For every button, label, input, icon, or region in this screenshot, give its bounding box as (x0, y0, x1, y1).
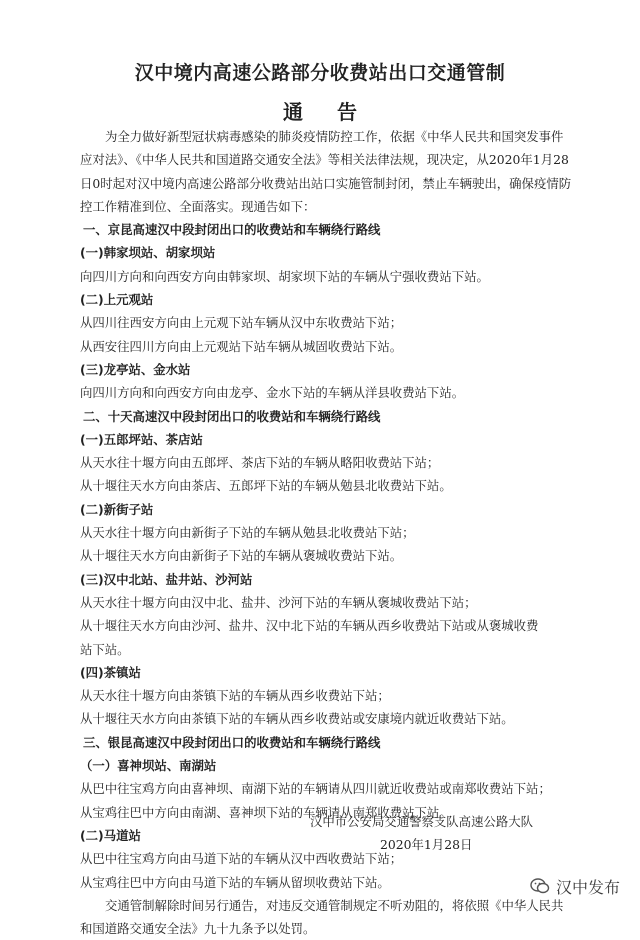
section-heading: 二、十天高速汉中段封闭出口的收费站和车辆绕行路线 (83, 408, 381, 424)
route-line: 向四川方向和向西安方向由韩家坝、胡家坝下站的车辆从宁强收费站下站。 (80, 268, 489, 284)
signature: 汉中市公安局交通警察支队高速公路大队 (310, 814, 534, 829)
group-heading: (二)上元观站 (80, 292, 154, 308)
intro-paragraph: 为全力做好新型冠状病毒感染的肺炎疫情防控工作，依据《中华人民共和国突发事件应对法》、《中华人民共和国道路交通安全法》等相关法律法规，现决定，从2020年1月28日0时起对汉中境内高速公路部分收费站出站口实施管制封闭，禁止车辆驶出，确保疫情防控工作精准到位、全面落实。现通告如下： (80, 129, 572, 214)
section-heading: 一、京昆高速汉中段封闭出口的收费站和车辆绕行路线 (83, 222, 381, 238)
closing-paragraph: 交通管制解除时间另行通告，对违反交通管制规定不听劝阻的，将依照《中华人民共和国道路交通安全法》九十九条予以处罚。 (80, 897, 564, 937)
route-line: 站下站。 (80, 641, 130, 657)
route-line: 从天水往十堰方向由新街子下站的车辆从勉县北收费站下站； (80, 525, 415, 541)
route-line: 从十堰往天水方向由茶店、五郎坪下站的车辆从勉县北收费站下站。 (80, 478, 452, 494)
signature-date: 2020年1月28日 (380, 837, 473, 852)
group-heading: (三)龙亭站、金水站 (80, 361, 191, 377)
wechat-icon (530, 877, 550, 895)
group-heading: (一)韩家坝站、胡家坝站 (80, 245, 216, 261)
route-line: 从宝鸡往巴中方向由马道下站的车辆从留坝收费站下站。 (80, 874, 390, 890)
route-line: 从天水往十堰方向由茶镇下站的车辆从西乡收费站下站； (80, 688, 390, 704)
watermark-label: 汉中发布 (555, 877, 620, 897)
group-heading: (二)新街子站 (80, 501, 154, 517)
route-line: 从四川往西安方向由上元观下站车辆从汉中东收费站下站； (80, 315, 403, 331)
document-title: 汉中境内高速公路部分收费站出口交通管制 (134, 62, 506, 84)
route-line: 从宝鸡往巴中方向由南湖、喜神坝下站的车辆请从南郑收费站下站。 (80, 804, 452, 820)
notice-heading: 通告 (283, 100, 391, 124)
group-heading: (四)茶镇站 (80, 664, 141, 680)
group-heading: (二)马道站 (80, 827, 141, 843)
route-line: 从天水往十堰方向由五郎坪、茶店下站的车辆从略阳收费站下站； (80, 455, 440, 471)
group-heading: （一）喜神坝站、南湖站 (80, 758, 217, 774)
route-line: 从十堰往天水方向由茶镇下站的车辆从西乡收费站或安康境内就近收费站下站。 (80, 711, 514, 727)
route-line: 从十堰往天水方向由新街子下站的车辆从褒城收费站下站。 (80, 548, 403, 564)
group-heading: (一)五郎坪站、茶店站 (80, 431, 203, 447)
watermark (530, 873, 620, 899)
section-heading: 三、银昆高速汉中段封闭出口的收费站和车辆绕行路线 (83, 734, 381, 750)
route-line: 从天水往十堰方向由汉中北、盐井、沙河下站的车辆从褒城收费站下站； (80, 594, 477, 610)
route-line: 向四川方向和向西安方向由龙亭、金水下站的车辆从洋县收费站下站。 (80, 385, 465, 401)
group-heading: (三)汉中北站、盐井站、沙河站 (80, 571, 253, 587)
route-line: 从巴中往宝鸡方向由马道下站的车辆从汉中西收费站下站； (80, 851, 403, 867)
route-line: 从巴中往宝鸡方向由喜神坝、南湖下站的车辆请从四川就近收费站或南郑收费站下站； (80, 781, 551, 797)
route-line: 从西安往四川方向由上元观站下站车辆从城固收费站下站。 (80, 338, 403, 354)
route-line: 从十堰往天水方向由沙河、盐井、汉中北下站的车辆从西乡收费站下站或从褒城收费 (80, 618, 539, 634)
